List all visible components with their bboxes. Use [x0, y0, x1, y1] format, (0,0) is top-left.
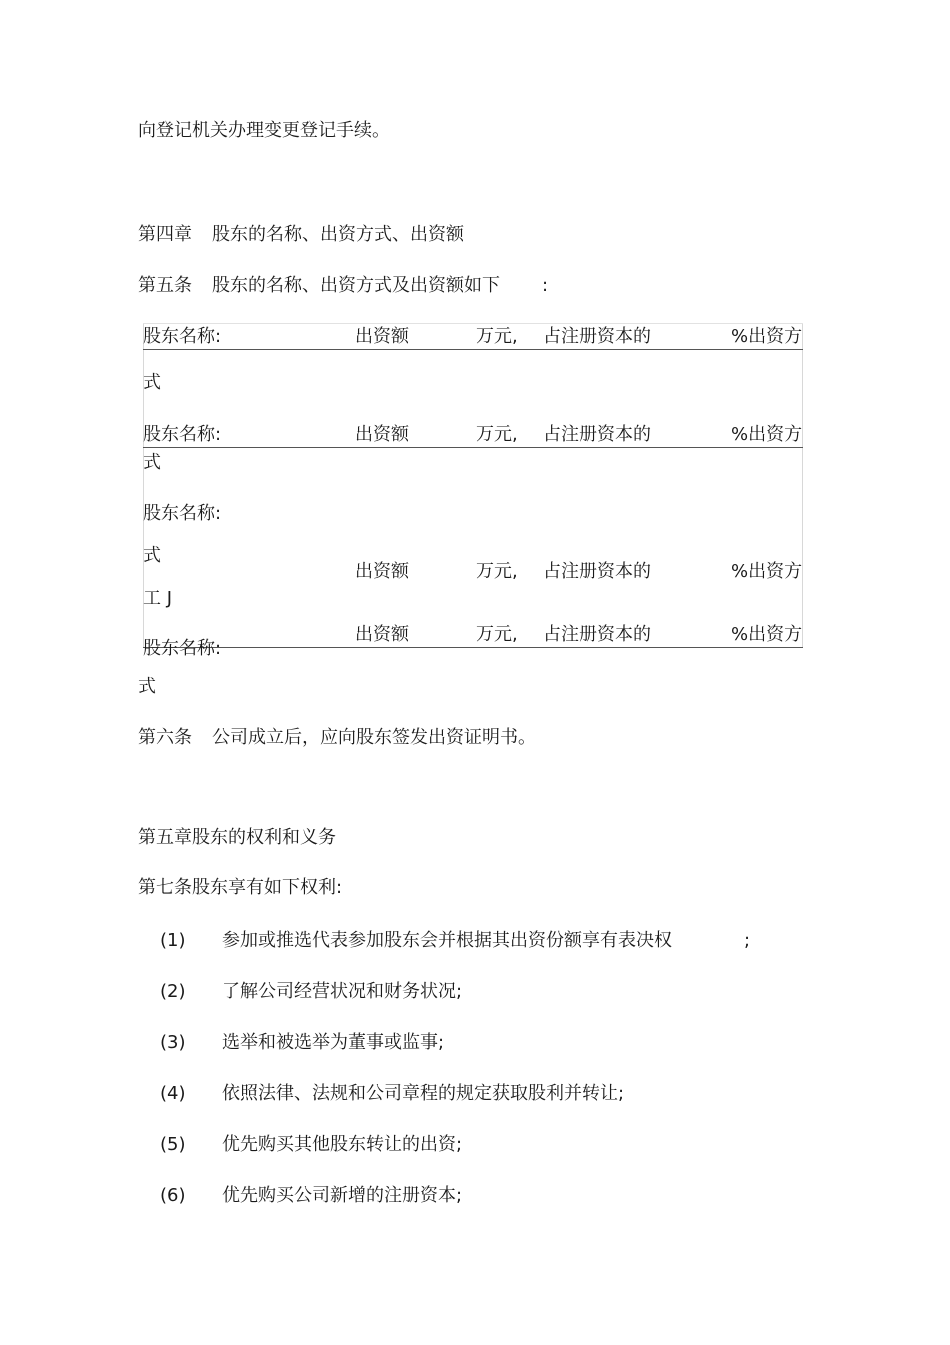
method-label: %出资方	[731, 424, 803, 445]
article-5-colon: :	[542, 275, 549, 296]
contribution-amount-label: 出资额	[355, 624, 409, 645]
unit-label: 万元,	[476, 624, 518, 645]
article-6-text: 公司成立后，应向股东签发出资证明书。	[212, 727, 536, 748]
contribution-amount-label: 出资额	[355, 326, 409, 347]
contribution-amount-label: 出资额	[355, 424, 409, 445]
ratio-label: 占注册资本的	[543, 624, 651, 645]
list-item-text: 优先购买其他股东转让的出资;	[222, 1134, 463, 1155]
list-item-text: 选举和被选举为董事或监事;	[222, 1032, 445, 1053]
unit-label: 万元,	[476, 326, 518, 347]
method-label-tail: 式	[143, 545, 161, 566]
shareholder-name-label: 股东名称:	[143, 424, 222, 445]
shareholder-name-label: 股东名称:	[143, 326, 222, 347]
method-label-tail: 式	[138, 676, 156, 697]
list-item-text: 依照法律、法规和公司章程的规定获取股利并转让;	[222, 1083, 625, 1104]
list-item-number: (5)	[160, 1134, 186, 1155]
article-5-text: 股东的名称、出资方式及出资额如下	[212, 275, 500, 296]
method-label: %出资方	[731, 561, 803, 582]
table-divider-2	[143, 447, 803, 448]
ratio-label: 占注册资本的	[543, 326, 651, 347]
method-label-tail: 式	[143, 372, 161, 393]
list-item-number: (6)	[160, 1185, 186, 1206]
table-divider-1	[143, 349, 803, 350]
contribution-amount-label: 出资额	[355, 561, 409, 582]
list-item-text: 优先购买公司新增的注册资本;	[222, 1185, 463, 1206]
unit-label: 万元,	[476, 424, 518, 445]
stray-text: 工 J	[143, 588, 173, 609]
chapter-4-label: 第四章	[138, 224, 192, 245]
shareholder-name-label: 股东名称:	[143, 638, 222, 659]
list-item-text: 参加或推选代表参加股东会并根据其出资份额享有表决权	[222, 930, 672, 951]
list-item-number: (2)	[160, 981, 186, 1002]
article-7-title: 第七条股东享有如下权利:	[138, 877, 343, 898]
method-label-tail: 式	[143, 452, 161, 473]
list-item-number: (3)	[160, 1032, 186, 1053]
chapter-4-title: 股东的名称、出资方式、出资额	[212, 224, 464, 245]
article-6-label: 第六条	[138, 727, 192, 748]
list-item-tail: ;	[744, 930, 751, 951]
list-item-text: 了解公司经营状况和财务状况;	[222, 981, 463, 1002]
table-right-border	[802, 323, 803, 648]
chapter-5-title: 第五章股东的权利和义务	[138, 827, 336, 848]
list-item-number: (1)	[160, 930, 186, 951]
table-top-border	[143, 323, 803, 324]
method-label: %出资方	[731, 326, 803, 347]
ratio-label: 占注册资本的	[543, 424, 651, 445]
list-item-number: (4)	[160, 1083, 186, 1104]
paragraph-continuation: 向登记机关办理变更登记手续。	[138, 120, 390, 141]
method-label: %出资方	[731, 624, 803, 645]
table-bottom-border	[143, 647, 803, 648]
ratio-label: 占注册资本的	[543, 561, 651, 582]
article-5-label: 第五条	[138, 275, 192, 296]
unit-label: 万元,	[476, 561, 518, 582]
shareholder-name-label: 股东名称:	[143, 503, 222, 524]
